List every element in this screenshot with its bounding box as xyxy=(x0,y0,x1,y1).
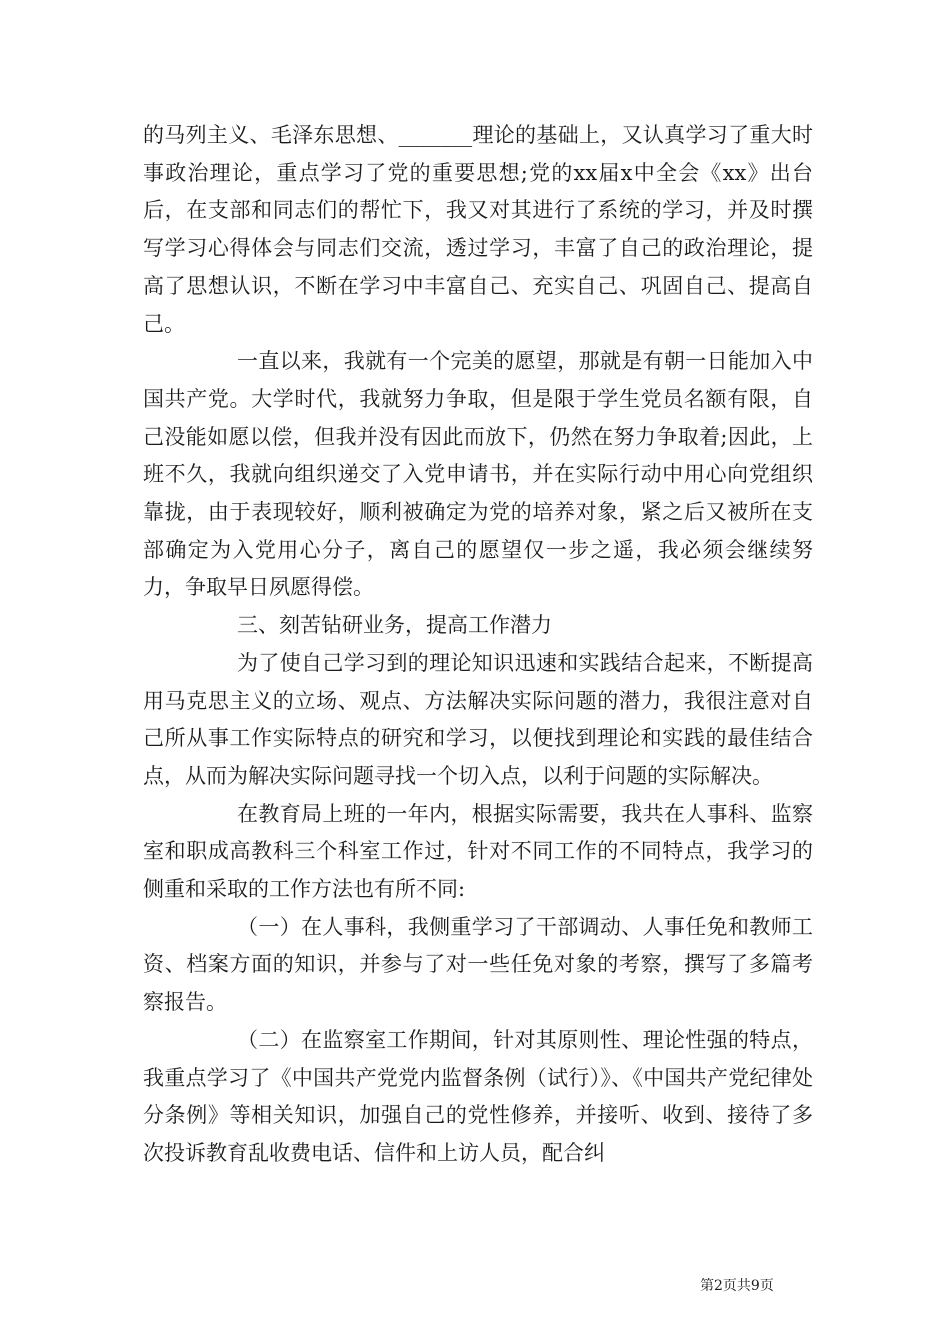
paragraph-2: 一直以来，我就有一个完美的愿望，那就是有朝一日能加入中国共产党。大学时代，我就努力争取，但是限于学生党员名额有限，自己没能如愿以偿，但我并没有因此而放下，仍然在努力争取着;因此，上班不久，我就向组织递交了入党申请书，并在实际行动中用心向党组织靠拢，由于表现较好，顺利被确定为党的培养对象，紧之后又被所在支部确定为入党用心分子，离自己的愿望仅一步之遥，我必须会继续努力，争取早日夙愿得偿。 xyxy=(143,349,813,600)
section-heading-3: 三、刻苦钻研业务，提高工作潜力 xyxy=(237,613,552,638)
paragraph-4: 为了使自己学习到的理论知识迅速和实践结合起来，不断提高用马克思主义的立场、观点、方法解决实际问题的潜力，我很注意对自己所从事工作实际特点的研究和学习，以便找到理论和实践的最佳结合点，从而为解决实际问题寻找一个切入点，以利于问题的实际解决。 xyxy=(143,650,813,788)
paragraph-7: （二）在监察室工作期间，针对其原则性、理论性强的特点，我重点学习了《中国共产党党内监督条例（试行）》、《中国共产党纪律处分条例》等相关知识，加强自己的党性修养，并接听、收到、接待了多次投诉教育乱收费电话、信件和上访人员，配合纠 xyxy=(143,1027,813,1165)
paragraph-6: （一）在人事科，我侧重学习了干部调动、人事任免和教师工资、档案方面的知识，并参与了对一些任免对象的考察，撰写了多篇考察报告。 xyxy=(143,914,813,1015)
page-footer: 第2页共9页 xyxy=(700,1278,774,1294)
paragraph-5: 在教育局上班的一年内，根据实际需要，我共在人事科、监察室和职成高教科三个科室工作过，针对不同工作的不同特点，我学习的侧重和采取的工作方法也有所不同: xyxy=(143,801,813,902)
document-body xyxy=(143,117,813,1173)
paragraph-1: 的马列主义、毛泽东思想、_______理论的基础上，又认真学习了重大时事政治理论，重点学习了党的重要思想;党的xx届x中全会《xx》出台后，在支部和同志们的帮忙下，我又对其进行了系统的学习，并及时撰写学习心得体会与同志们交流，透过学习，丰富了自己的政治理论，提高了思想认识，不断在学习中丰富自己、充实自己、巩固自己、提高自己。 xyxy=(143,123,813,336)
